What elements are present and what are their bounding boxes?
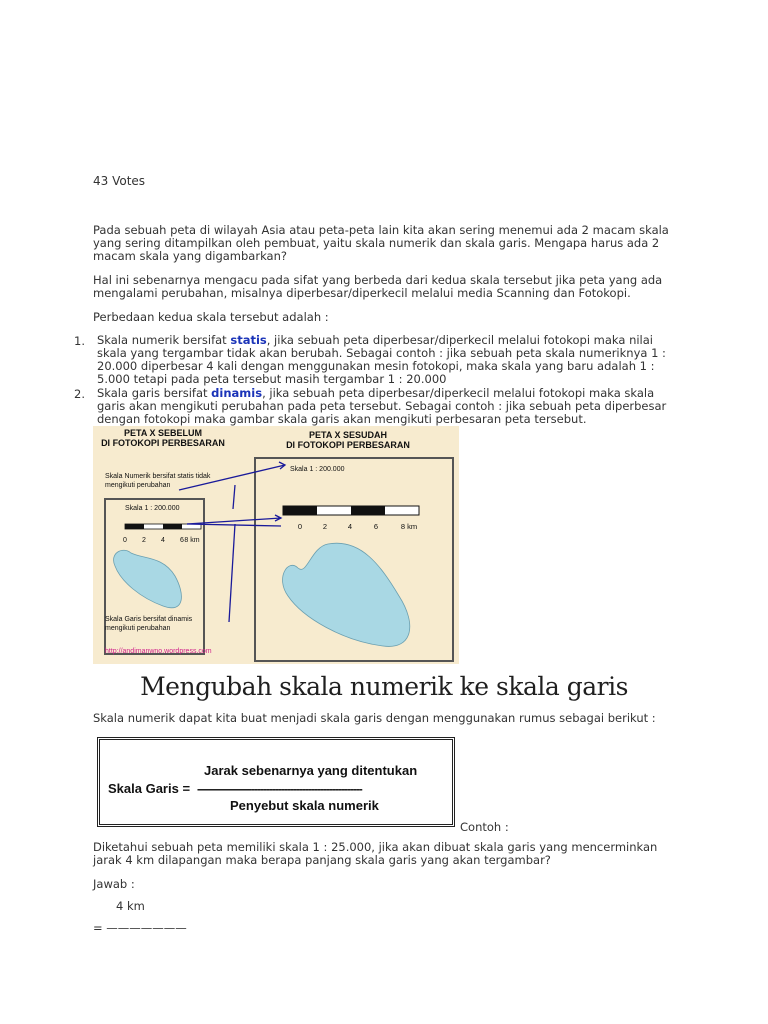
large-tick-label: 0 [297, 522, 303, 531]
answer-fraction-line: = ——————— [93, 921, 187, 935]
dynamic-note-line-1: Skala Garis bersifat dinamis [105, 616, 193, 623]
right-map-title-1: PETA X SESUDAH [308, 430, 388, 440]
small-tick-label: 8 km [184, 537, 200, 544]
example-label: Contoh : [460, 820, 509, 834]
large-scale-bar [283, 506, 419, 515]
reason-paragraph: Hal ini sebenarnya mengacu pada sifat yang berbeda dari kedua skala tersebut jika peta yang ada mengalami perubahan, misalnya diperbesar/diperkecil melalui media Scanning dan Fotokopi. [93, 273, 663, 300]
map-scale-figure [93, 426, 459, 664]
list-item-pre: Skala numerik bersifat [97, 333, 231, 347]
small-tick-label: 0 [123, 537, 127, 544]
list-item-post: , jika sebuah peta diperbesar/diperkecil melalui fotokopi maka nilai skala yang tergambar tidak akan berubah. Sebagai contoh : jika sebuah peta skala numeriknya 1 : 20.000 diperbesar 4 kali dengan menggunakan mesin fotokopi, maka skala yang baru adalah 1 : 5.000 tetapi pada peta tersebut masih tergambar 1 : 20.000 [97, 333, 666, 386]
large-map-scale-label: Skala 1 : 200.000 [290, 466, 345, 473]
keyword-statis: statis [230, 333, 267, 347]
static-note-line-1: Skala Numerik bersifat statis tidak [105, 473, 211, 480]
small-tick-label: 6 [180, 537, 184, 544]
formula-numerator: Jarak sebenarnya yang ditentukan [204, 763, 418, 778]
large-tick-label: 2 [322, 522, 328, 531]
list-item-post: , jika sebuah peta diperbesar/diperkecil melalui fotokopi maka skala garis akan mengikuti perubahan pada peta tersebut. Sebagai contoh : jika sebuah peta diperbesar dengan fotokopi maka gambar skala garis akan mengikuti perbesaran peta tersebut. [97, 386, 667, 426]
section-heading: Mengubah skala numerik ke skala garis [140, 672, 628, 701]
large-tick-label: 8 km [400, 522, 418, 531]
intro-paragraph: Pada sebuah peta di wilayah Asia atau peta-peta lain kita akan sering menemui ada 2 macam skala yang sering ditampilkan oleh pembuat, yaitu skala numerik dan skala garis. Mengapa harus ada 2 macam skala yang digambarkan? [93, 223, 669, 263]
list-item-number: 2. [74, 387, 85, 401]
small-scale-bar [125, 524, 201, 529]
large-tick-label: 4 [347, 522, 353, 531]
example-paragraph: Diketahui sebuah peta memiliki skala 1 : 25.000, jika akan dibuat skala garis yang mencerminkan jarak 4 km dilapangan maka berapa panjang skala garis yang akan tergambar? [93, 840, 658, 867]
answer-numerator: 4 km [116, 899, 145, 913]
static-note-line-2: mengikuti perubahan [105, 482, 171, 489]
formula-box [97, 737, 455, 827]
list-item [97, 387, 677, 426]
large-tick-label: 6 [373, 522, 379, 531]
dynamic-note-line-2: mengikuti perubahan [105, 625, 171, 632]
left-map-title-1: PETA X SEBELUM [123, 428, 203, 438]
large-island [283, 543, 410, 646]
small-island [114, 550, 182, 608]
keyword-dinamis: dinamis [211, 386, 263, 400]
left-map-title-2: DI FOTOKOPI PERBESARAN [101, 438, 225, 448]
small-tick-label: 2 [142, 537, 146, 544]
list-item [97, 334, 677, 386]
small-tick-label: 4 [161, 537, 165, 544]
difference-intro: Perbedaan kedua skala tersebut adalah : [93, 310, 329, 324]
answer-label: Jawab : [93, 877, 135, 891]
list-item-number: 1. [74, 334, 85, 348]
map-scale-illustration [93, 426, 459, 664]
right-map-title-2: DI FOTOKOPI PERBESARAN [286, 440, 410, 450]
votes-count: 43 Votes [93, 174, 146, 188]
formula-intro: Skala numerik dapat kita buat menjadi skala garis dengan menggunakan rumus sebagai berikut : [93, 711, 656, 725]
formula-fraction-line: ------------------------------------------------------- [197, 782, 362, 796]
small-map-scale-label: Skala 1 : 200.000 [125, 505, 180, 512]
formula-label: Skala Garis = [108, 781, 191, 796]
watermark-url: http://andimanwno.wordpress.com [105, 648, 212, 655]
list-item-pre: Skala garis bersifat [97, 386, 212, 400]
formula-denominator: Penyebut skala numerik [230, 798, 379, 813]
